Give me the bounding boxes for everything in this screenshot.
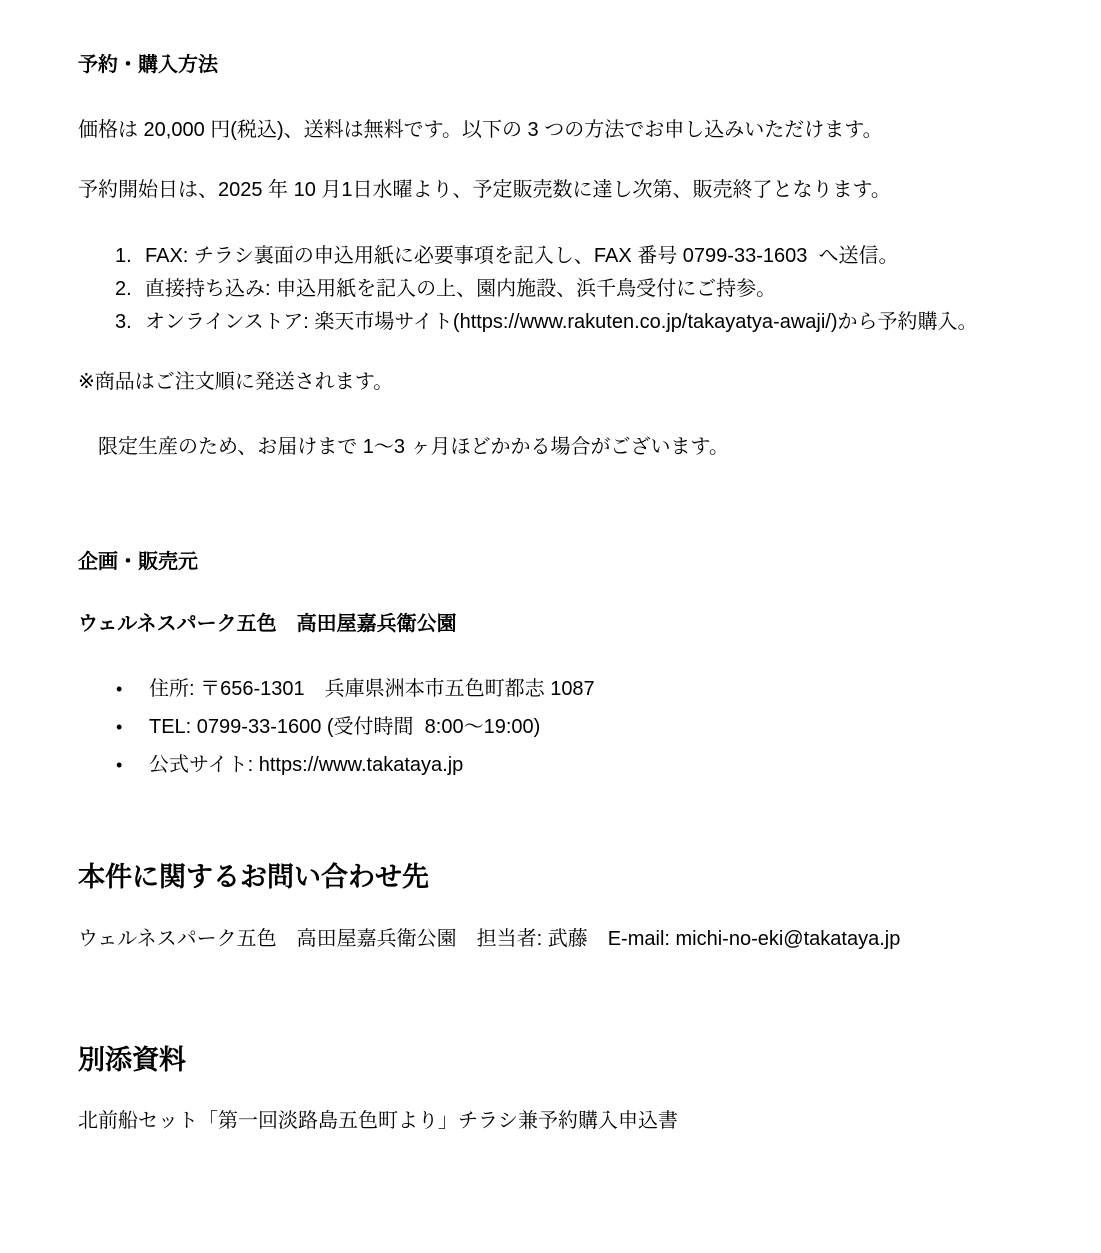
- delivery-note: 限定生産のため、お届けまで 1～3 ヶ月ほどかかる場合がございます。: [98, 436, 729, 458]
- bullet-item-text: TEL: 0799-33-1600 (受付時間 8:00～19:00): [149, 716, 541, 738]
- bullet-icon: •: [116, 755, 123, 775]
- contact-section-heading: 本件に関するお問い合わせ先: [78, 862, 429, 892]
- list-number: 1.: [115, 245, 132, 267]
- reservation-start-paragraph: 予約開始日は、2025 年 10 月1日水曜より、予定販売数に達し次第、販売終了となります。: [78, 179, 891, 201]
- attachment-section-heading: 別添資料: [78, 1045, 186, 1075]
- shipping-note: ※商品はご注文順に発送されます。: [78, 371, 394, 393]
- list-item-text: 直接持ち込み: 申込用紙を記入の上、園内施設、浜千鳥受付にご持参。: [145, 278, 777, 300]
- seller-website-item: [116, 746, 1041, 784]
- price-paragraph: 価格は 20,000 円(税込)、送料は無料です。以下の 3 つの方法でお申し込みいただけます。: [78, 119, 883, 141]
- bullet-item-text: 公式サイト: https://www.takataya.jp: [149, 754, 464, 776]
- reservation-section-heading: 予約・購入方法: [78, 54, 218, 76]
- purchase-method-fax: [115, 240, 1041, 273]
- bullet-item-text: 住所: 〒656-1301 兵庫県洲本市五色町都志 1087: [149, 678, 595, 700]
- bullet-icon: •: [116, 717, 123, 737]
- seller-section-heading: 企画・販売元: [78, 551, 198, 573]
- seller-details-list: [78, 670, 1041, 784]
- seller-company-name: ウェルネスパーク五色 高田屋嘉兵衛公園: [78, 613, 457, 635]
- list-item-text: オンラインストア: 楽天市場サイト(https://www.rakuten.co.jp/takayatya-awaji/)から予約購入。: [145, 311, 978, 333]
- list-number: 3.: [115, 311, 132, 333]
- purchase-method-direct: [115, 273, 1041, 306]
- attachment-line: 北前船セット「第一回淡路島五色町より」チラシ兼予約購入申込書: [78, 1110, 678, 1132]
- seller-tel-item: [116, 708, 1041, 746]
- purchase-method-online: [115, 306, 1041, 339]
- list-number: 2.: [115, 278, 132, 300]
- bullet-icon: •: [116, 679, 123, 699]
- seller-address-item: [116, 670, 1041, 708]
- purchase-methods-list: [78, 240, 1041, 339]
- contact-line: ウェルネスパーク五色 高田屋嘉兵衛公園 担当者: 武藤 E-mail: michi-no-eki@takataya.jp: [78, 928, 901, 950]
- list-item-text: FAX: チラシ裏面の申込用紙に必要事項を記入し、FAX 番号 0799-33-1603 へ送信。: [145, 245, 899, 267]
